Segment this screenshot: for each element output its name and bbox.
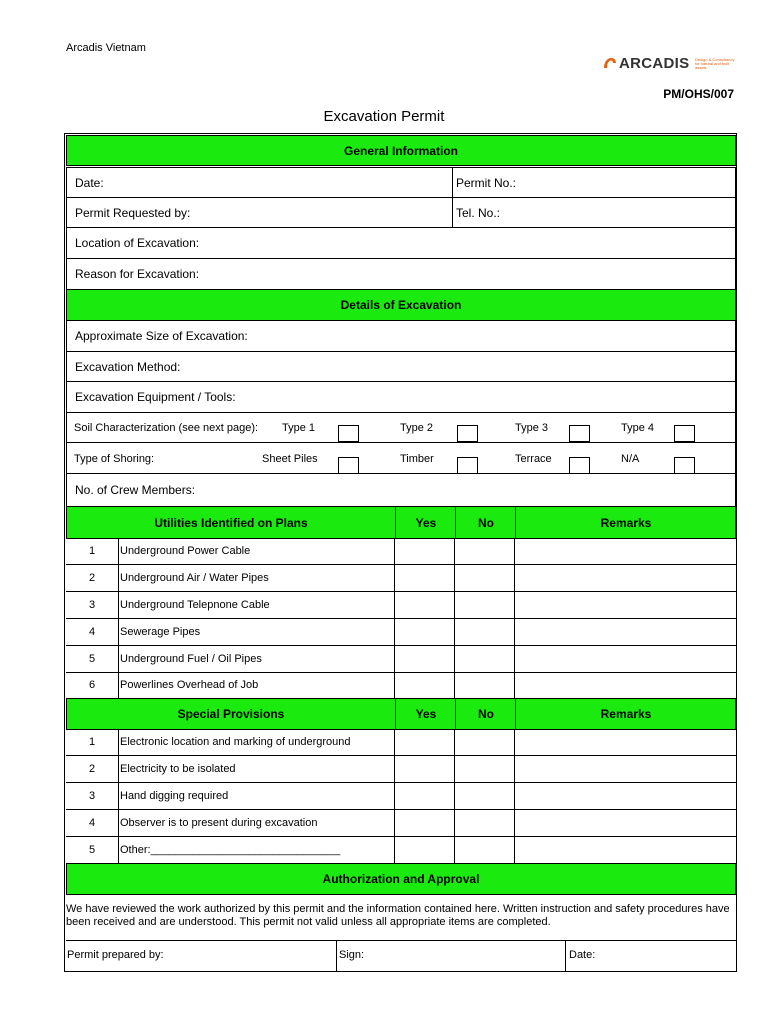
table-row[interactable] (66, 810, 736, 837)
section-header-authorization (66, 863, 736, 895)
page-title: Excavation Permit (323, 108, 445, 125)
row-number: 4 (88, 817, 96, 829)
table-row[interactable] (66, 783, 736, 810)
soil-type-label: Type 4 (621, 422, 655, 434)
row-description: Powerlines Overhead of Job (120, 679, 259, 691)
table-row[interactable] (66, 565, 736, 592)
yes-column-header: Yes (395, 507, 456, 538)
row-description: Electronic location and marking of underground (120, 736, 351, 748)
row-number: 3 (88, 790, 96, 802)
soil-type-label: Type 3 (515, 422, 549, 434)
shoring-label: Type of Shoring: (74, 453, 155, 465)
shoring-type-label: Timber (400, 453, 434, 465)
shoring-row (66, 442, 736, 474)
shoring-type-label: Sheet Piles (262, 453, 318, 465)
row-number: 5 (88, 653, 96, 665)
row-number: 6 (88, 679, 96, 691)
crew-field[interactable]: No. of Crew Members: (66, 473, 736, 507)
date-field[interactable]: Date: (66, 167, 453, 198)
shoring-type-label: Terrace (515, 453, 552, 465)
provisions-title: Special Provisions (177, 707, 285, 721)
section-header-general (66, 135, 736, 166)
document-code: PM/OHS/007 (663, 87, 734, 101)
soil-type-2-checkbox[interactable] (457, 425, 478, 442)
table-row[interactable] (66, 592, 736, 619)
remarks-column-header: Remarks (515, 507, 736, 538)
sign-field[interactable]: Sign: (339, 949, 365, 961)
shoring-type-label: N/A (621, 453, 640, 465)
table-row[interactable] (66, 756, 736, 783)
company-name: Arcadis Vietnam (66, 42, 146, 54)
table-row[interactable] (66, 538, 736, 565)
section-title: Details of Excavation (340, 298, 462, 312)
permit-form (64, 133, 737, 972)
logo-tagline: Design & Consultancy for natural and built assets (695, 57, 735, 70)
utilities-header (66, 506, 736, 539)
logo-mark-icon (603, 56, 617, 70)
utilities-title: Utilities Identified on Plans (154, 515, 308, 530)
arcadis-logo (603, 55, 738, 73)
row-description: Underground Fuel / Oil Pipes (120, 653, 262, 665)
soil-type-4-checkbox[interactable] (674, 425, 695, 442)
row-number: 2 (88, 572, 96, 584)
logo-word: ARCADIS (619, 55, 690, 72)
shoring-sheet-piles-checkbox[interactable] (338, 457, 359, 474)
section-title: General Information (343, 143, 459, 158)
row-description: Sewerage Pipes (120, 626, 201, 638)
authorization-statement: We have reviewed the work authorized by this permit and the information contained here. Written instruction and safety procedures have been received and are understood. This permit not valid unless all appropriate items are completed. (66, 903, 730, 928)
no-column-header: No (455, 507, 516, 538)
row-number: 1 (88, 736, 96, 748)
prepared-by-field[interactable]: Permit prepared by: (67, 949, 164, 961)
row-number: 4 (88, 626, 96, 638)
shoring-na-checkbox[interactable] (674, 457, 695, 474)
row-description: Underground Air / Water Pipes (120, 572, 269, 584)
size-field[interactable]: Approximate Size of Excavation: (66, 320, 736, 352)
row-description: Other:_______________________________ (120, 844, 341, 856)
table-row[interactable] (66, 672, 736, 699)
row-description: Electricity to be isolated (120, 763, 236, 775)
table-row[interactable] (66, 619, 736, 646)
provisions-header (66, 698, 736, 730)
no-column-header: No (455, 699, 516, 729)
row-description: Observer is to present during excavation (120, 817, 318, 829)
method-field[interactable]: Excavation Method: (66, 351, 736, 382)
shoring-timber-checkbox[interactable] (457, 457, 478, 474)
signature-row (66, 940, 736, 971)
row-number: 1 (88, 545, 96, 557)
soil-row (66, 412, 736, 443)
equipment-field[interactable]: Excavation Equipment / Tools: (66, 381, 736, 413)
soil-type-3-checkbox[interactable] (569, 425, 590, 442)
row-number: 2 (88, 763, 96, 775)
section-title: Authorization and Approval (322, 872, 480, 886)
section-header-details (66, 289, 736, 321)
row-description: Hand digging required (120, 790, 229, 802)
soil-type-1-checkbox[interactable] (338, 425, 359, 442)
table-row[interactable] (66, 646, 736, 673)
table-row[interactable] (66, 837, 736, 864)
row-description: Underground Power Cable (120, 545, 251, 557)
soil-type-label: Type 2 (400, 422, 434, 434)
row-number: 5 (88, 844, 96, 856)
soil-type-label: Type 1 (282, 422, 316, 434)
permit-no-field[interactable]: Permit No.: (452, 167, 736, 198)
remarks-column-header: Remarks (515, 699, 736, 729)
reason-field[interactable]: Reason for Excavation: (66, 258, 736, 290)
yes-column-header: Yes (395, 699, 456, 729)
tel-no-field[interactable]: Tel. No.: (452, 197, 736, 228)
table-row[interactable] (66, 729, 736, 756)
location-field[interactable]: Location of Excavation: (66, 227, 736, 259)
shoring-terrace-checkbox[interactable] (569, 457, 590, 474)
row-number: 3 (88, 599, 96, 611)
row-description: Underground Telepnone Cable (120, 599, 270, 611)
requested-by-field[interactable]: Permit Requested by: (66, 197, 453, 228)
approval-date-field[interactable]: Date: (569, 949, 596, 961)
soil-label: Soil Characterization (see next page): (74, 422, 259, 434)
